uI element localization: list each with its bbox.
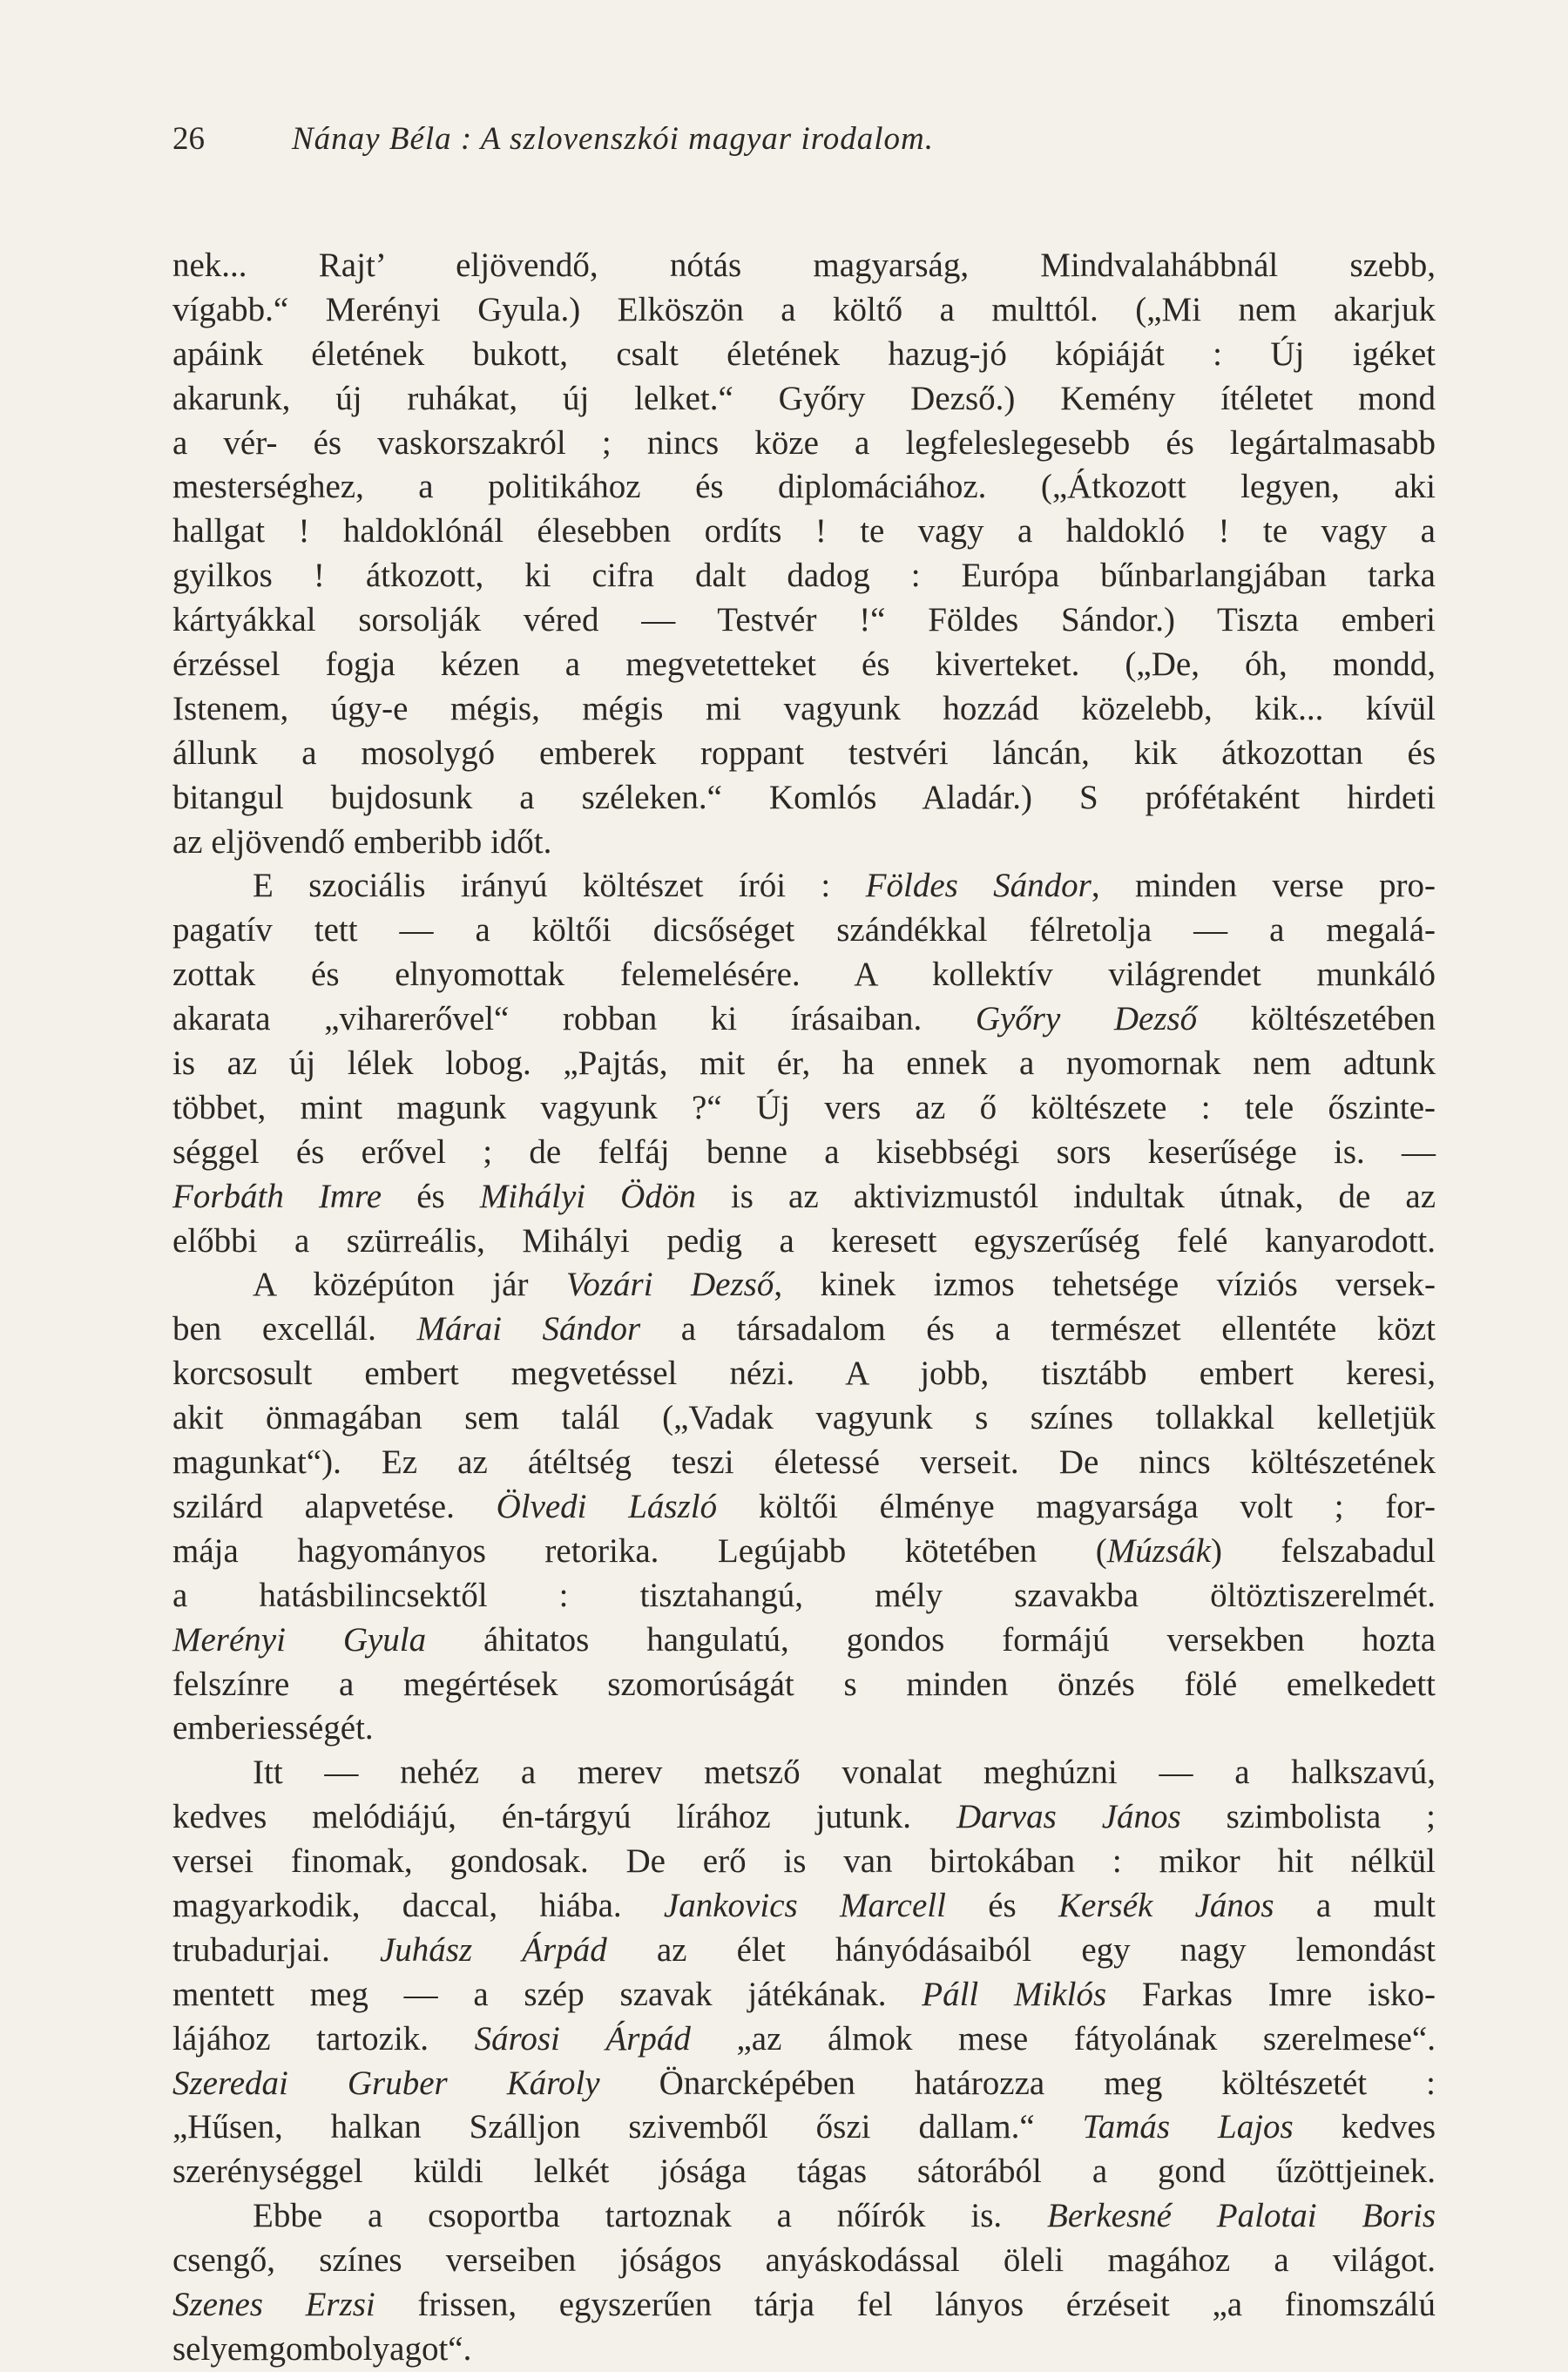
- text-line: [172, 2283, 1436, 2328]
- italic-name: Juhász Árpád: [379, 1930, 607, 1969]
- text-run: az élet hányódásaiból egy nagy lemondást: [606, 1930, 1436, 1969]
- text-line: [172, 732, 1436, 776]
- text-line: [172, 1706, 1436, 1751]
- text-line: [172, 2062, 1436, 2106]
- text-run: trubadurjai.: [172, 1930, 380, 1969]
- text-line: [172, 1663, 1436, 1707]
- text-line: [172, 288, 1436, 333]
- italic-name: Földes Sándor: [865, 867, 1092, 905]
- text-run: Itt — nehéz a merev metsző vonalat meghúzni — a halkszavú,: [253, 1754, 1436, 1792]
- text-run: és: [382, 1177, 480, 1215]
- italic-name: Forbáth Imre: [172, 1177, 382, 1215]
- text-run: frissen, egyszerűen tárja fel lányos érzéseit „a finomszálú: [375, 2285, 1436, 2323]
- text-run: költészetében: [1197, 1000, 1436, 1038]
- text-line: [172, 2017, 1436, 2062]
- text-run: hallgat ! haldoklónál élesebben ordíts ! te vagy a haldokló ! te vagy a: [172, 512, 1436, 551]
- text-run: E szociális irányú költészet írói :: [253, 867, 866, 905]
- italic-name: Múzsák: [1106, 1531, 1211, 1570]
- text-run: Önarcképében határozza meg költészetét :: [599, 2064, 1436, 2102]
- text-run: , kinek izmos tehetsége víziós versek-: [774, 1266, 1436, 1304]
- text-run: , minden verse pro-: [1091, 867, 1436, 905]
- text-line: [172, 1530, 1436, 1574]
- text-run: emberiességét.: [172, 1709, 374, 1747]
- text-line: [172, 2150, 1436, 2194]
- text-line: [172, 1042, 1436, 1086]
- text-run: mesterséghez, a politikához és diplomáciához. („Átkozott legyen, aki: [172, 468, 1436, 506]
- text-line: [172, 1220, 1436, 1264]
- text-run: nek... Rajt’ eljövendő, nótás magyarság, Mindvalahábbnál szebb,: [172, 247, 1436, 284]
- text-line: [172, 2328, 1436, 2372]
- text-line: [172, 1929, 1436, 1973]
- text-run: kártyákkal sorsolják véred — Testvér !“ Földes Sándor.) Tiszta emberi: [172, 601, 1436, 639]
- page-number: 26: [172, 121, 205, 157]
- text-run: séggel és erővel ; de felfáj benne a kisebbségi sors keserűsége is. —: [172, 1132, 1436, 1171]
- text-run: magunkat“). Ez az átéltség teszi életessé verseit. De nincs költészetének: [172, 1443, 1436, 1482]
- text-run: állunk a mosolygó emberek roppant testvéri láncán, kik átkozottan és: [172, 733, 1436, 772]
- text-run: költői élménye magyarsága volt ; for-: [717, 1487, 1436, 1525]
- text-run: a vér- és vaskorszakról ; nincs köze a legfeleslegesebb és legártalmasabb: [172, 423, 1436, 462]
- text-line: [172, 465, 1436, 510]
- text-line: [172, 1175, 1436, 1220]
- text-run: ) felszabadul: [1210, 1531, 1436, 1570]
- text-run: mája hagyományos retorika. Legújabb kötetében (: [172, 1531, 1107, 1570]
- italic-name: Jankovics Marcell: [663, 1886, 946, 1924]
- text-line: [172, 1131, 1436, 1175]
- text-run: akarata „viharerővel“ robban ki írásaiban.: [172, 1000, 976, 1038]
- text-line: [172, 821, 1436, 865]
- text-run: akit önmagában sem talál („Vadak vagyunk s színes tollakkal kelletjük: [172, 1399, 1436, 1437]
- text-run: szimbolista ;: [1180, 1798, 1436, 1836]
- text-line: [172, 997, 1436, 1042]
- text-run: A középúton jár: [253, 1266, 566, 1304]
- text-run: többet, mint magunk vagyunk ?“ Új vers az ő költészete : tele őszinte-: [172, 1088, 1436, 1126]
- text-run: korcsosult embert megvetéssel nézi. A jobb, tisztább embert keresi,: [172, 1355, 1436, 1393]
- text-line: [172, 1751, 1436, 1795]
- text-line: [172, 554, 1436, 598]
- text-line: [172, 2194, 1436, 2239]
- text-line: [172, 422, 1436, 466]
- running-title: Nánay Béla : A szlovenszkói magyar irodalom.: [292, 121, 935, 157]
- italic-name: Győry Dezső: [975, 1000, 1198, 1038]
- text-line: [172, 909, 1436, 953]
- text-run: az eljövendő emberibb időt.: [172, 822, 552, 861]
- text-line: [172, 2239, 1436, 2283]
- text-line: [172, 377, 1436, 422]
- text-run: akarunk, új ruhákat, új lelket.“ Győry Dezső.) Kemény ítéletet mond: [172, 379, 1436, 417]
- text-line: [172, 1441, 1436, 1485]
- text-run: is az új lélek lobog. „Pajtás, mit ér, ha ennek a nyomornak nem adtunk: [172, 1044, 1436, 1083]
- text-run: Farkas Imre isko-: [1106, 1975, 1436, 2013]
- text-run: mentett meg — a szép szavak játékának.: [172, 1975, 923, 2013]
- text-run: a társadalom és a természet ellentéte közt: [640, 1310, 1436, 1348]
- text-line: [172, 333, 1436, 377]
- italic-name: Mihályi Ödön: [479, 1177, 696, 1215]
- text-line: [172, 953, 1436, 997]
- text-run: lájához tartozik.: [172, 2019, 475, 2058]
- text-line: [172, 1396, 1436, 1441]
- text-run: pagatív tett — a költői dicsőséget szándékkal félretolja — a megalá-: [172, 911, 1436, 949]
- text-run: kedves melódiájú, én-tárgyú lírához jutunk.: [172, 1798, 956, 1836]
- text-line: [172, 1086, 1436, 1131]
- text-line: [172, 510, 1436, 554]
- text-run: csengő, színes verseiben jóságos anyáskodással öleli magához a világot.: [172, 2241, 1436, 2280]
- text-line: [172, 1308, 1436, 1352]
- italic-name: Vozári Dezső: [565, 1266, 774, 1304]
- italic-name: Tamás Lajos: [1082, 2108, 1294, 2146]
- running-header: [172, 118, 1436, 160]
- text-line: [172, 1973, 1436, 2017]
- text-line: [172, 1263, 1436, 1308]
- body-text: [172, 244, 1436, 2372]
- text-line: [172, 1840, 1436, 1884]
- text-run: „az álmok mese fátyolának szerelmese“.: [690, 2019, 1436, 2058]
- text-line: [172, 1884, 1436, 1929]
- text-run: apáink életének bukott, csalt életének hazug-jó kópiáját : Új igéket: [172, 335, 1436, 373]
- italic-name: Sárosi Árpád: [474, 2019, 691, 2058]
- italic-name: Szenes Erzsi: [172, 2285, 375, 2323]
- text-run: selyemgombolyagot“.: [172, 2329, 472, 2368]
- italic-name: Darvas János: [956, 1798, 1181, 1836]
- text-run: szerénységgel küldi lelkét jósága tágas sátorából a gond űzöttjeinek.: [172, 2152, 1436, 2191]
- text-line: [172, 864, 1436, 909]
- text-run: előbbi a szürreális, Mihályi pedig a keresett egyszerűség felé kanyarodott.: [172, 1221, 1436, 1260]
- text-line: [172, 687, 1436, 732]
- text-line: [172, 776, 1436, 821]
- italic-name: Merényi Gyula: [172, 1620, 427, 1659]
- text-run: „Hűsen, halkan Szálljon szivemből őszi dallam.“: [172, 2108, 1083, 2146]
- text-line: [172, 1485, 1436, 1530]
- text-run: szilárd alapvetése.: [172, 1487, 497, 1525]
- text-run: áhitatos hangulatú, gondos formájú versekben hozta: [426, 1620, 1436, 1659]
- text-line: [172, 2105, 1436, 2150]
- text-run: Istenem, úgy-e mégis, mégis mi vagyunk hozzád közelebb, kik... kívül: [172, 689, 1436, 727]
- text-run: Ebbe a csoportba tartoznak a nőírók is.: [253, 2197, 1048, 2235]
- italic-name: Kersék János: [1058, 1886, 1274, 1924]
- text-line: [172, 598, 1436, 643]
- italic-name: Szeredai Gruber Károly: [172, 2064, 600, 2102]
- text-line: [172, 244, 1436, 288]
- text-line: [172, 1574, 1436, 1619]
- text-run: ben excellál.: [172, 1310, 417, 1348]
- text-run: a mult: [1274, 1886, 1436, 1924]
- text-run: zottak és elnyomottak felemelésére. A kollektív világrendet munkáló: [172, 956, 1436, 994]
- italic-name: Márai Sándor: [416, 1310, 641, 1348]
- italic-name: Ölvedi László: [496, 1487, 718, 1525]
- text-line: [172, 1795, 1436, 1840]
- text-run: is az aktivizmustól indultak útnak, de az: [695, 1177, 1436, 1215]
- text-line: [172, 1619, 1436, 1663]
- text-run: versei finomak, gondosak. De erő is van birtokában : mikor hit nélkül: [172, 1842, 1436, 1881]
- italic-name: Páll Miklós: [922, 1975, 1107, 2013]
- text-run: a hatásbilincsektől : tisztahangú, mély szavakba öltöztiszerelmét.: [172, 1576, 1436, 1614]
- italic-name: Berkesné Palotai Boris: [1047, 2197, 1436, 2235]
- text-run: bitangul bujdosunk a széleken.“ Komlós Aladár.) S prófétaként hirdeti: [172, 778, 1436, 816]
- text-run: felszínre a megértések szomorúságát s minden önzés fölé emelkedett: [172, 1665, 1436, 1703]
- text-line: [172, 643, 1436, 687]
- text-run: érzéssel fogja kézen a megvetetteket és kiverteket. („De, óh, mondd,: [172, 645, 1436, 684]
- text-run: vígabb.“ Merényi Gyula.) Elköszön a költő a multtól. („Mi nem akarjuk: [172, 290, 1436, 328]
- text-run: gyilkos ! átkozott, ki cifra dalt dadog : Európa bűnbarlangjában tarka: [172, 557, 1436, 595]
- text-line: [172, 1352, 1436, 1396]
- text-run: magyarkodik, daccal, hiába.: [172, 1886, 664, 1924]
- text-run: kedves: [1293, 2108, 1436, 2146]
- text-run: és: [945, 1886, 1059, 1924]
